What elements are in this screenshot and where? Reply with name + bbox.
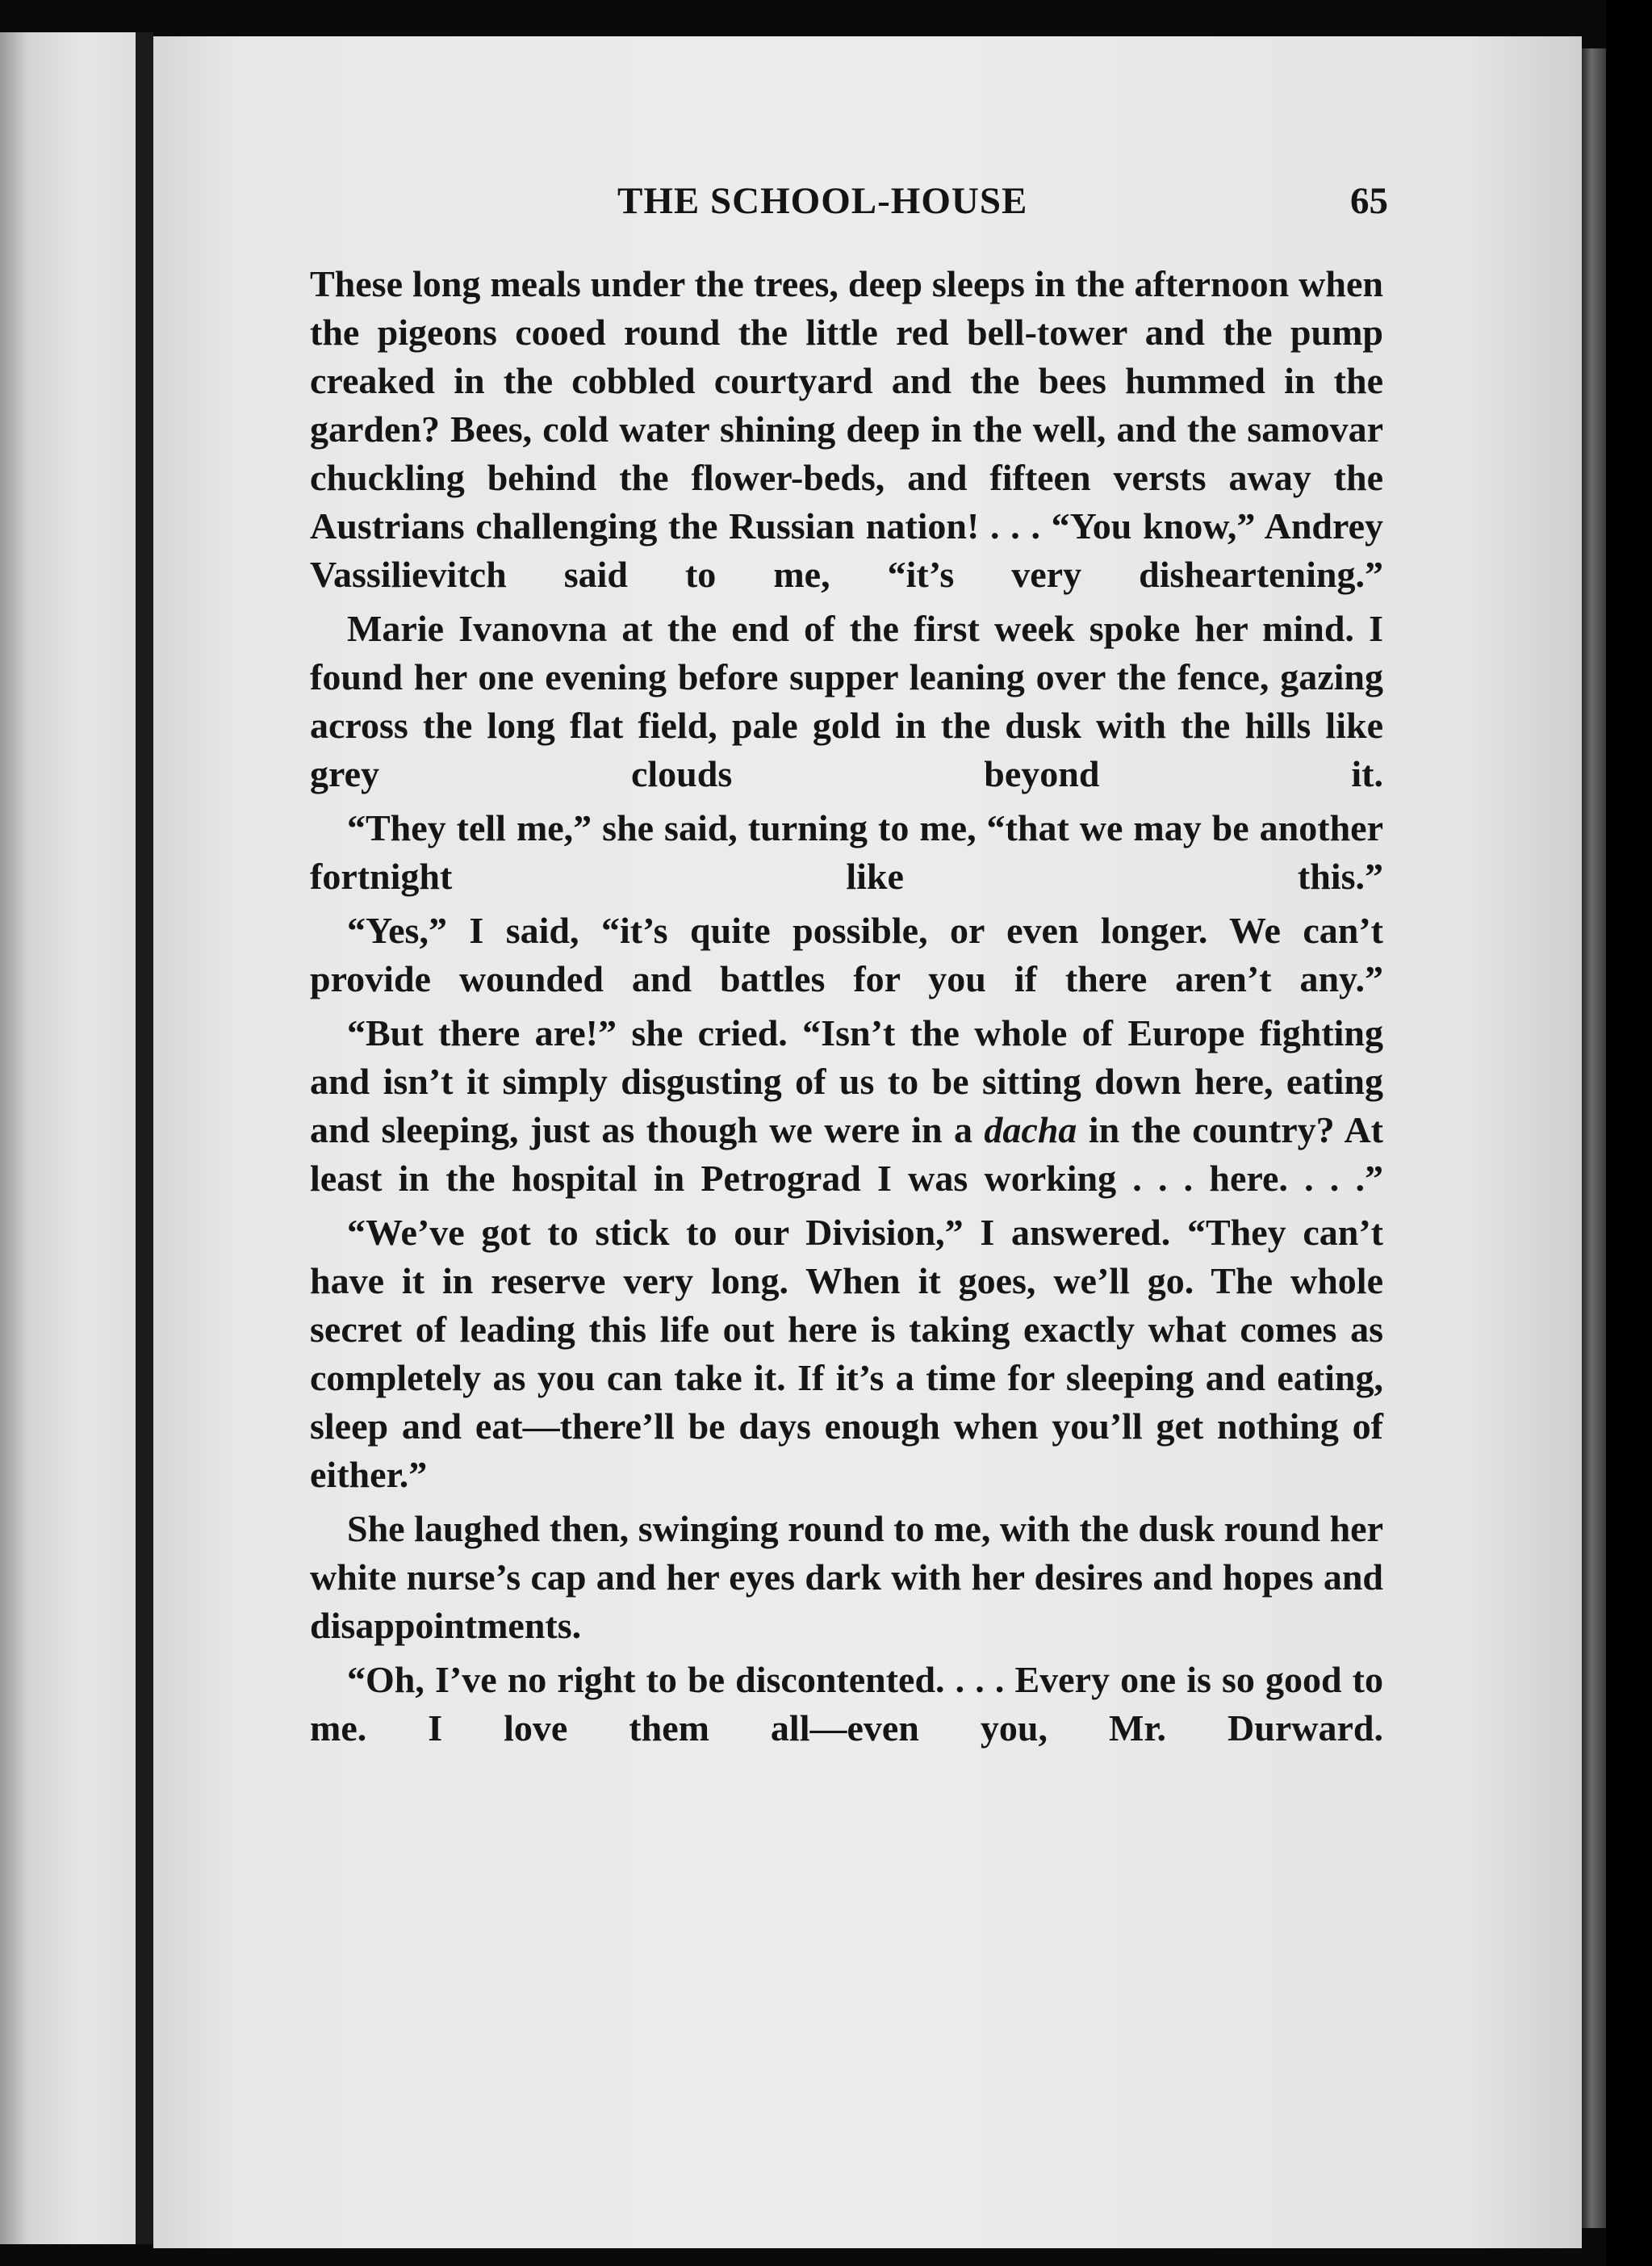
previous-page-edge	[0, 32, 141, 2244]
page-number: 65	[1350, 180, 1388, 222]
running-title: THE SCHOOL-HOUSE	[617, 180, 1028, 222]
paragraph-7: She laughed then, swinging round to me, with the dusk round her white nurse’s cap and her eyes dark with her desires and hopes and disappointments.	[310, 1508, 1383, 1646]
paragraph-6: “We’ve got to stick to our Division,” I answered. “They can’t have it in reserve very long. When it goes, we’ll go. The whole secret of leading this life out here is taking exactly what comes as completely as you can take it. If it’s a time for sleeping and eating, sleep and eat—there’ll be days enough when you’ll get nothing of either.”	[310, 1212, 1383, 1495]
paragraph-8: “Oh, I’ve no right to be discontented. . . . Every one is so good to me. I love them all—even you, Mr. Durward.	[310, 1659, 1383, 1749]
page-header	[307, 179, 1388, 236]
scan-background	[1606, 0, 1652, 2266]
paragraph-5	[310, 1009, 1383, 1203]
paragraph-3: “They tell me,” she said, turning to me, “that we may be another fortnight like this.”	[310, 807, 1383, 897]
paragraph-1: These long meals under the trees, deep sleeps in the afternoon when the pigeons cooed round the little red bell-tower and the pump creaked in the cobbled courtyard and the bees hummed in the garden? Bees, cold water shining deep in the well, and the samovar chuckling behind the flower-beds, and fifteen versts away the Austrians challenging the Russian nation! . . . “You know,” Andrey Vassilievitch said to me, “it’s very disheartening.”	[310, 263, 1383, 595]
body-text	[310, 260, 1383, 1758]
paragraph-5-text-after: in the country? At least in the hospital in Petrograd I was working . . . here. . . .”	[310, 1109, 1384, 1199]
paragraph-2: Marie Ivanovna at the end of the first week spoke her mind. I found her one evening before supper leaning over the fence, gazing across the long flat field, pale gold in the dusk with the hills like grey clouds beyond it.	[310, 608, 1383, 794]
binding-shadow	[136, 32, 153, 2244]
page-stack-edge	[1582, 48, 1606, 2228]
paragraph-4: “Yes,” I said, “it’s quite possible, or even longer. We can’t provide wounded and battles for you if there aren’t any.”	[310, 910, 1383, 999]
paragraph-5-text-before: “But there are!” she cried. “Isn’t the whole of Europe fighting and isn’t it simply disgusting of us to be sitting down here, eating and sleeping, just as though we were in a	[310, 1012, 1383, 1150]
paragraph-5-italic-word: dacha	[984, 1109, 1077, 1150]
